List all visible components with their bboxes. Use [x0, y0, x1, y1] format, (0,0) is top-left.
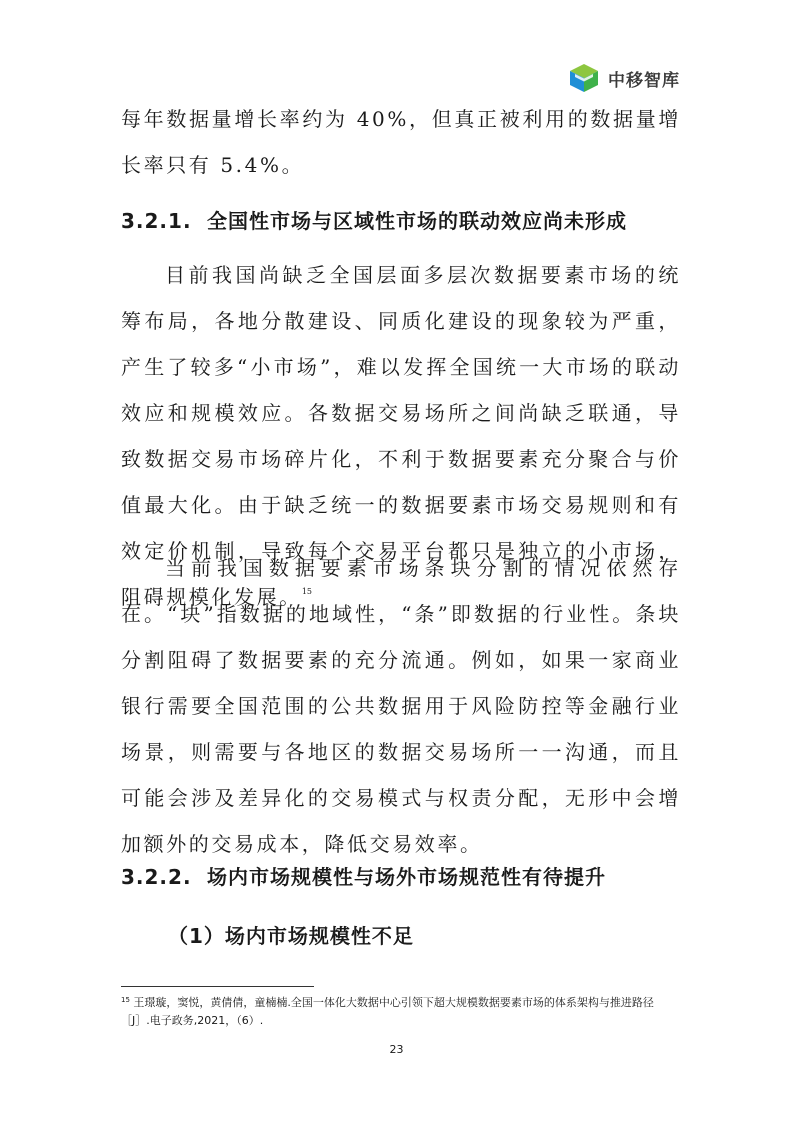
- paragraph-continued: 每年数据量增长率约为 40%，但真正被利用的数据量增长率只有 5.4%。: [121, 107, 681, 177]
- cube-logo-icon: [566, 60, 602, 96]
- footnote-divider: [121, 986, 314, 987]
- footnote-number: 15: [121, 996, 130, 1004]
- header-logo: [566, 60, 680, 96]
- section-number: 3.2.1.: [121, 209, 192, 233]
- page-number: 23: [389, 1043, 404, 1056]
- footnote-ref[interactable]: 15: [301, 587, 312, 596]
- footnote-text: 王璟璇，窦悦，黄倩倩，童楠楠.全国一体化大数据中心引领下超大规模数据要素市场的体系架构与推进路径［J］.电子政务,2021，（6）.: [121, 996, 654, 1027]
- section-title: 全国性市场与区域性市场的联动效应尚未形成: [207, 209, 627, 233]
- footnote: [121, 994, 681, 1030]
- paragraph-text: 目前我国尚缺乏全国层面多层次数据要素市场的统筹布局，各地分散建设、同质化建设的现象较为严重，产生了较多“小市场”，难以发挥全国统一大市场的联动效应和规模效应。各数据交易场所之间尚缺乏联通，导致数据交易市场碎片化，不利于数据要素充分聚合与价值最大化。由于缺乏统一的数据要素市场交易规则和有效定价机制，导致每个交易平台都只是独立的小市场，阻碍规模化发展。: [121, 263, 681, 609]
- subheading-1: （1）场内市场规模性不足: [168, 924, 414, 948]
- section-heading-3-2-2: [121, 862, 606, 892]
- logo-text: 中移智库: [608, 70, 680, 91]
- paragraph-segmentation: 当前我国数据要素市场条块分割的情况依然存在。“块”指数据的地域性，“条”即数据的行业性。条块分割阻碍了数据要素的充分流通。例如，如果一家商业银行需要全国范围的公共数据用于风险防控等金融行业场景，则需要与各地区的数据交易场所一一沟通，而且可能会涉及差异化的交易模式与权责分配，无形中会增加额外的交易成本，降低交易效率。: [121, 556, 681, 856]
- section-title: 场内市场规模性与场外市场规范性有待提升: [207, 865, 606, 889]
- section-number: 3.2.2.: [121, 865, 192, 889]
- section-heading-3-2-1: [121, 206, 627, 236]
